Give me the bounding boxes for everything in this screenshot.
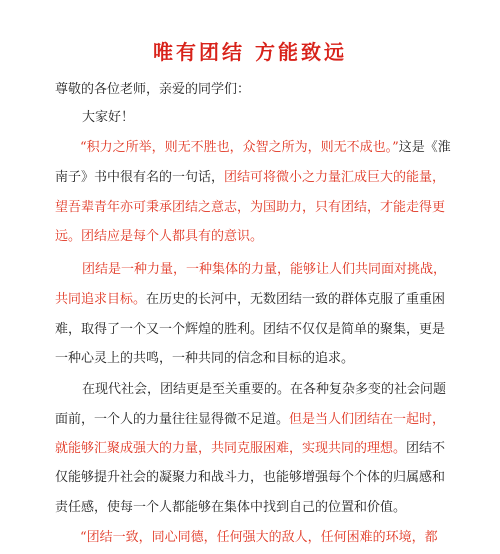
paragraph-1-line-3: 望吾辈青年亦可秉承团结之意志，为国助力，只有团结，才能走得更 — [55, 200, 446, 215]
text-span: 面前，一个人的力量往往显得微不足道。 — [55, 412, 290, 427]
paragraph-1-line-1 — [80, 140, 451, 156]
paragraph-2-line-1: 团结是一种力量，一种集体的力量，能够让人们共同面对挑战， — [82, 262, 447, 277]
paragraph-1-line-2 — [55, 170, 445, 186]
paragraph-3-line-5: 责任感，使每一个人都能够在集体中找到自己的位置和价值。 — [55, 500, 407, 515]
paragraph-3-line-4: 仅能够提升社会的凝聚力和战斗力，也能够增强每个个体的归属感和 — [55, 470, 446, 485]
quote-text: “积力之所举，则无不胜也，众智之所为，则无不成也。” — [80, 140, 399, 155]
text-span: 这是《淮 — [398, 140, 451, 155]
hello-line: 大家好！ — [82, 110, 135, 125]
paragraph-3-line-1 — [82, 382, 446, 398]
paragraph-3-line-3 — [55, 441, 445, 457]
paragraph-2-line-3: 难，取得了一个又一个辉煌的胜利。团结不仅仅是简单的聚集，更是 — [55, 322, 446, 337]
paragraph-4-line-1: “团结一致，同心同德，任何强大的敌人，任何困难的环境，都 — [80, 530, 438, 545]
text-span: 在历史的长河中，无数团结一致的群体克服了重重困 — [146, 292, 446, 307]
text-span: 在各种复杂多变的社会问题 — [290, 382, 447, 397]
paragraph-2-line-2 — [55, 292, 445, 308]
highlight-span: 共同追求目标。 — [55, 292, 147, 307]
highlight-span: 团结可将微小之力量汇成巨大的能量， — [224, 170, 446, 185]
page-title: 唯有团结 方能致远 — [153, 40, 347, 64]
paragraph-2-line-4: 一种心灵上的共鸣，一种共同的信念和目标的追求。 — [55, 351, 355, 366]
highlight-span: 就能够汇聚成强大的力量，共同克服困难，实现共同的理想。 — [55, 441, 407, 456]
highlight-span: 但是当人们团结在一起时， — [289, 412, 446, 427]
text-span: 南子》书中很有名的一句话， — [55, 170, 225, 185]
text-span: 在现代社会，团结更是至关重要的。 — [82, 382, 291, 397]
paragraph-3-line-2 — [55, 412, 445, 428]
text-span: 团结不 — [406, 441, 446, 456]
greeting: 尊敬的各位老师，亲爱的同学们： — [55, 82, 251, 97]
paragraph-1-line-4: 远。团结应是每个人都具有的意识。 — [55, 229, 264, 244]
